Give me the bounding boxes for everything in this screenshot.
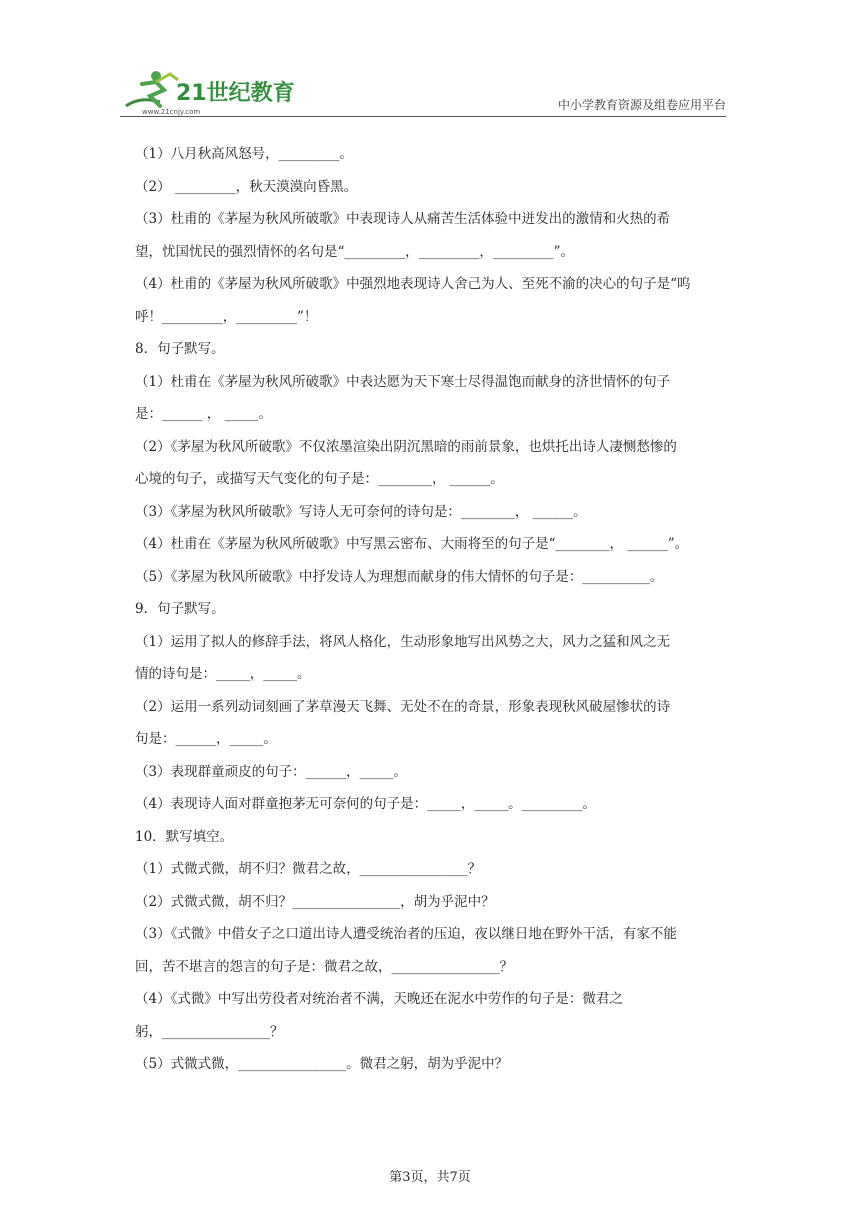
text-line: （3）表现群童顽皮的句子：______，_____。 xyxy=(135,763,407,780)
text-line: 是：______ ， _____。 xyxy=(135,406,272,422)
text-line: （4）杜甫在《茅屋为秋风所破歌》中写黑云密布、大雨将至的句子是“________， ______”。 xyxy=(135,536,689,552)
text-line: 心境的句子，或描写天气变化的句子是：________， ______。 xyxy=(135,471,504,487)
text-line: （4）表现诗人面对群童抱茅无可奈何的句子是：_____，_____。_________。 xyxy=(135,796,596,812)
header-divider xyxy=(120,116,726,117)
text-line: （3）《茅屋为秋风所破歌》写诗人无可奈何的诗句是：________， ______。 xyxy=(135,503,587,520)
question-content xyxy=(135,138,727,1081)
platform-name: 中小学教育资源及组卷应用平台 xyxy=(557,98,726,112)
svg-text:21世纪教育: 21世纪教育 xyxy=(176,81,295,106)
text-line: （4）杜甫的《茅屋为秋风所破歌》中强烈地表现诗人舍己为人、至死不渝的决心的句子是“呜 xyxy=(135,276,691,292)
text-line: 躬，________________？ xyxy=(135,1023,284,1040)
text-line: 呼！_________，_________”！ xyxy=(135,308,318,325)
text-line: （2） _________，秋天漠漠向昏黑。 xyxy=(135,178,358,195)
text-line: 情的诗句是：_____，_____。 xyxy=(135,666,311,682)
text-line: 回，苦不堪言的怨言的句子是：微君之故，________________？ xyxy=(135,958,513,975)
text-line: （2）《茅屋为秋风所破歌》不仅浓墨渲染出阴沉黑暗的雨前景象，也烘托出诗人凄恻愁惨的 xyxy=(135,438,677,455)
text-line: （3）《式微》中借女子之口道出诗人遭受统治者的压迫，夜以继日地在野外干活，有家不能 xyxy=(135,926,677,942)
text-line: 望，忧国忧民的强烈情怀的名句是“_________，_________，_________”。 xyxy=(135,243,575,260)
text-line: （4）《式微》中写出劳役者对统治者不满，天晚还在泥水中劳作的句子是：微君之 xyxy=(135,991,623,1007)
text-line: （1）式微式微，胡不归？微君之故，________________？ xyxy=(135,861,482,877)
text-line: （2）运用一系列动词刻画了茅草漫天飞舞、无处不在的奇景，形象表现秋风破屋惨状的诗 xyxy=(135,698,671,715)
page-header xyxy=(120,66,726,118)
text-line: （2）式微式微，胡不归？________________，胡为乎泥中？ xyxy=(135,893,495,910)
text-line: （1）八月秋高风怒号，_________。 xyxy=(135,146,353,162)
text-line: 句是：______，_____。 xyxy=(135,731,277,747)
text-line: （3）杜甫的《茅屋为秋风所破歌》中表现诗人从痛苦生活体验中迸发出的激情和火热的希 xyxy=(135,211,671,227)
svg-text:www.21cnjy.com: www.21cnjy.com xyxy=(142,108,201,116)
text-line: （1）杜甫在《茅屋为秋风所破歌》中表达愿为天下寒士尽得温饱而献身的济世情怀的句子 xyxy=(135,373,671,390)
question-heading: 8．句子默写。 xyxy=(135,341,225,357)
text-line: （5）式微式微，________________。微君之躬，胡为乎泥中？ xyxy=(135,1056,509,1072)
question-heading: 10．默写填空。 xyxy=(135,828,234,845)
page-number: 第3页，共7页 xyxy=(389,1170,471,1185)
logo-21cnjy xyxy=(120,66,300,118)
text-line: （5）《茅屋为秋风所破歌》中抒发诗人为理想而献身的伟大情怀的句子是：__________。 xyxy=(135,568,664,585)
text-line: （1）运用了拟人的修辞手法，将风人格化，生动形象地写出风势之大，风力之猛和风之无 xyxy=(135,633,671,650)
question-heading: 9．句子默写。 xyxy=(135,601,225,617)
